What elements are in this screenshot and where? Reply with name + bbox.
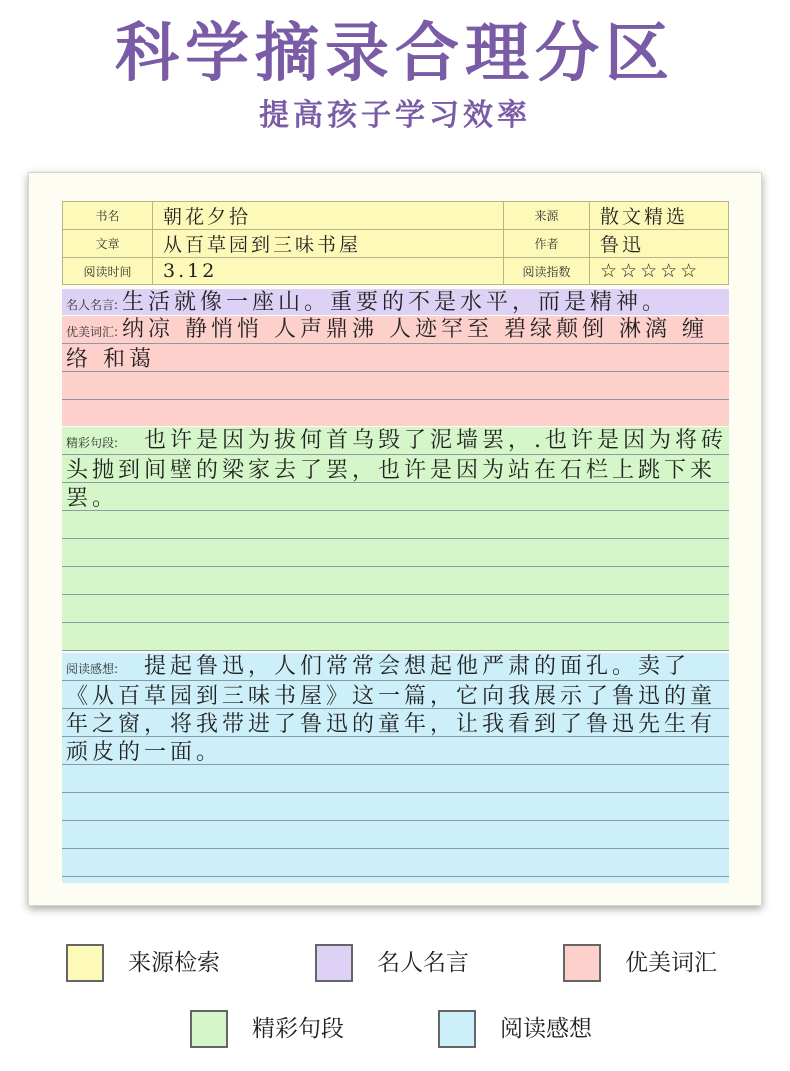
author-value: 鲁迅 — [590, 230, 729, 258]
legend-item-reflection — [438, 1010, 638, 1054]
reflection-label: 阅读感想: — [66, 662, 119, 676]
rating-stars-icon: ☆☆☆☆☆ — [590, 258, 729, 285]
legend-swatch — [315, 944, 353, 982]
legend-label: 名人名言 — [377, 950, 469, 976]
date-value: 3.12 — [153, 258, 504, 285]
page-subtitle: 提高孩子学习效率 — [259, 98, 531, 133]
sentence-text: 也许是因为拔何首乌毁了泥墙罢，.也许是因为将砖头抛到间壁的梁家去了罢，也许是因为站在石栏上跳下来罢。 — [66, 428, 728, 511]
legend-swatch — [66, 944, 104, 982]
article-value: 从百草园到三味书屋 — [153, 230, 504, 258]
quote-label: 名人名言: — [66, 298, 119, 312]
legend-item-source — [66, 944, 266, 988]
legend-swatch — [190, 1010, 228, 1048]
article-label: 文章 — [63, 230, 153, 258]
quote-section — [62, 289, 729, 315]
vocab-text: 纳凉 静悄悄 人声鼎沸 人迹罕至 碧绿颠倒 淋漓 缠络 和蔼 — [66, 317, 709, 372]
legend-item-quote — [315, 944, 515, 988]
quote-text: 生活就像一座山。重要的不是水平，而是精神。 — [122, 290, 669, 315]
legend-label: 阅读感想 — [500, 1016, 592, 1042]
legend-label: 来源检索 — [128, 950, 220, 976]
page-title: 科学摘录合理分区 — [115, 16, 675, 91]
legend-item-sentence — [190, 1010, 390, 1054]
info-table — [62, 201, 729, 285]
vocab-label: 优美词汇: — [66, 325, 119, 339]
legend-swatch — [438, 1010, 476, 1048]
book-label: 书名 — [63, 202, 153, 230]
legend-label: 精彩句段 — [252, 1016, 344, 1042]
legend-swatch — [563, 944, 601, 982]
legend-item-vocab — [563, 944, 763, 988]
sentence-section — [62, 427, 729, 651]
reading-note-card — [28, 172, 762, 906]
date-label: 阅读时间 — [63, 258, 153, 285]
reflection-section — [62, 653, 729, 883]
vocab-section — [62, 316, 729, 426]
source-value: 散文精选 — [590, 202, 729, 230]
source-label: 来源 — [504, 202, 590, 230]
sentence-label: 精彩句段: — [66, 436, 119, 450]
rating-label: 阅读指数 — [504, 258, 590, 285]
author-label: 作者 — [504, 230, 590, 258]
book-value: 朝花夕拾 — [153, 202, 504, 230]
reflection-text: 提起鲁迅，人们常常会想起他严肃的面孔。卖了《从百草园到三味书屋》这一篇，它向我展示了鲁迅的童年之窗，将我带进了鲁迅的童年，让我看到了鲁迅先生有顽皮的一面。 — [66, 654, 717, 765]
legend-label: 优美词汇 — [625, 950, 717, 976]
